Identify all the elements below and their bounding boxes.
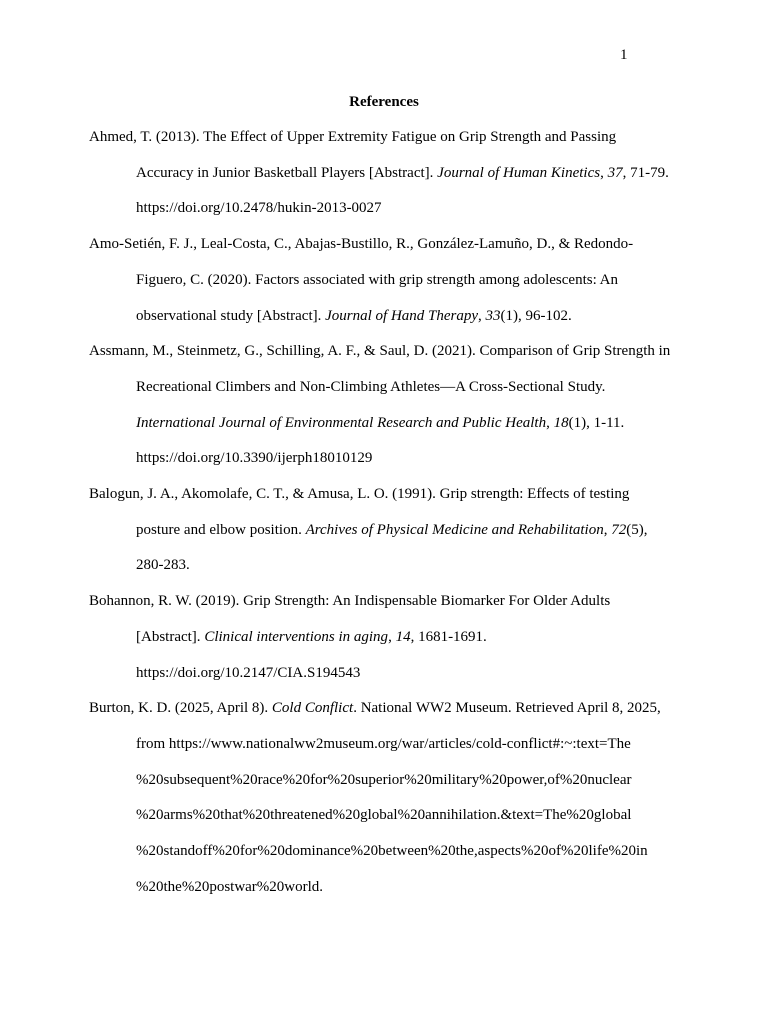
reference-line [136, 370, 681, 406]
reference-line [136, 156, 681, 192]
reference-text: %20the%20postwar%20world. [136, 878, 324, 895]
page-number: 1 [620, 47, 628, 63]
reference-text: from https://www.nationalww2museum.org/war/articles/cold-conflict#:~:text=The [136, 735, 631, 752]
reference-text: Burton, K. D. (2025, April 8). [89, 700, 272, 717]
reference-text: , [546, 414, 554, 431]
reference-text: %20standoff%20for%20dominance%20between%20the,aspects%20of%20life%20in [136, 843, 648, 860]
reference-italic-text: 14 [395, 628, 411, 645]
reference-text: . National WW2 Museum. Retrieved April 8, 2025, [353, 700, 661, 717]
reference-text: Amo-Setién, F. J., Leal-Costa, C., Abajas-Bustillo, R., González-Lamuño, D., & Redondo- [89, 236, 634, 253]
reference-text: Ahmed, T. (2013). The Effect of Upper Extremity Fatigue on Grip Strength and Passing [89, 129, 617, 145]
reference-text: , [600, 164, 608, 181]
reference-line [136, 798, 681, 834]
reference-text: %20arms%20that%20threatened%20global%20annihilation.&text=The%20global [136, 807, 632, 824]
reference-italic-text: International Journal of Environmental Research and Public Health [136, 414, 547, 431]
reference-line [136, 513, 681, 549]
reference-entry [89, 227, 681, 334]
reference-italic-text: Journal of Hand Therapy [325, 307, 479, 324]
reference-line [136, 870, 681, 906]
reference-line [89, 477, 681, 513]
reference-entry [89, 477, 681, 584]
reference-text: Figuero, C. (2020). Factors associated with grip strength among adolescents: An [136, 271, 618, 288]
reference-line [89, 584, 681, 620]
reference-italic-text: 72 [611, 521, 627, 538]
reference-text: Bohannon, R. W. (2019). Grip Strength: An Indispensable Biomarker For Older Adults [89, 593, 611, 610]
reference-text: 280-283. [136, 557, 190, 574]
reference-entry [89, 334, 681, 477]
reference-entry [89, 120, 681, 227]
reference-text: (1), 1-11. [568, 414, 625, 431]
reference-line [89, 334, 681, 370]
reference-line [136, 727, 681, 763]
reference-text: https://doi.org/10.2147/CIA.S194543 [136, 664, 361, 681]
reference-text: observational study [Abstract]. [136, 307, 326, 324]
reference-text: , [603, 521, 612, 538]
reference-text: Balogun, J. A., Akomolafe, C. T., & Amusa, L. O. (1991). Grip strength: Effects of testing [89, 486, 630, 503]
reference-text: [Abstract]. [136, 628, 205, 645]
references-heading: References [349, 94, 419, 110]
reference-line [89, 227, 681, 263]
reference-text: (5), [626, 521, 648, 538]
reference-line [136, 620, 681, 656]
reference-line [136, 263, 681, 299]
reference-text: https://doi.org/10.3390/ijerph18010129 [136, 450, 373, 467]
reference-text: , 1681-1691. [410, 628, 487, 645]
reference-line [136, 299, 681, 335]
reference-italic-text: 33 [485, 307, 501, 324]
reference-line [136, 763, 681, 799]
reference-text: %20subsequent%20race%20for%20superior%20military%20power,of%20nuclear [136, 771, 632, 788]
reference-italic-text: 37 [607, 164, 623, 181]
reference-text: (1), 96-102. [500, 307, 572, 324]
reference-line [136, 656, 681, 692]
reference-entry [89, 584, 681, 691]
reference-text: Recreational Climbers and Non-Climbing Athletes—A Cross-Sectional Study. [136, 378, 606, 395]
reference-text: posture and elbow position. [136, 521, 306, 538]
reference-text: , [388, 628, 396, 645]
reference-italic-text: Cold Conflict [271, 700, 354, 717]
reference-line [136, 191, 681, 227]
reference-text: Accuracy in Junior Basketball Players [Abstract]. [136, 164, 438, 181]
reference-line [136, 406, 681, 442]
reference-italic-text: Journal of Human Kinetics [437, 164, 601, 181]
reference-line [136, 834, 681, 870]
reference-line [136, 441, 681, 477]
reference-line [89, 120, 681, 156]
reference-line [136, 548, 681, 584]
reference-italic-text: Archives of Physical Medicine and Rehabilitation [305, 521, 604, 538]
reference-text: , 71-79. [622, 164, 669, 181]
reference-entry [89, 691, 681, 905]
reference-italic-text: 18 [553, 414, 569, 431]
reference-text: https://doi.org/10.2478/hukin-2013-0027 [136, 200, 382, 217]
reference-list [89, 120, 681, 905]
reference-line [89, 691, 681, 727]
reference-text: , [478, 307, 486, 324]
reference-italic-text: Clinical interventions in aging [204, 628, 389, 645]
reference-text: Assmann, M., Steinmetz, G., Schilling, A. F., & Saul, D. (2021). Comparison of Grip Strength in [89, 343, 671, 360]
